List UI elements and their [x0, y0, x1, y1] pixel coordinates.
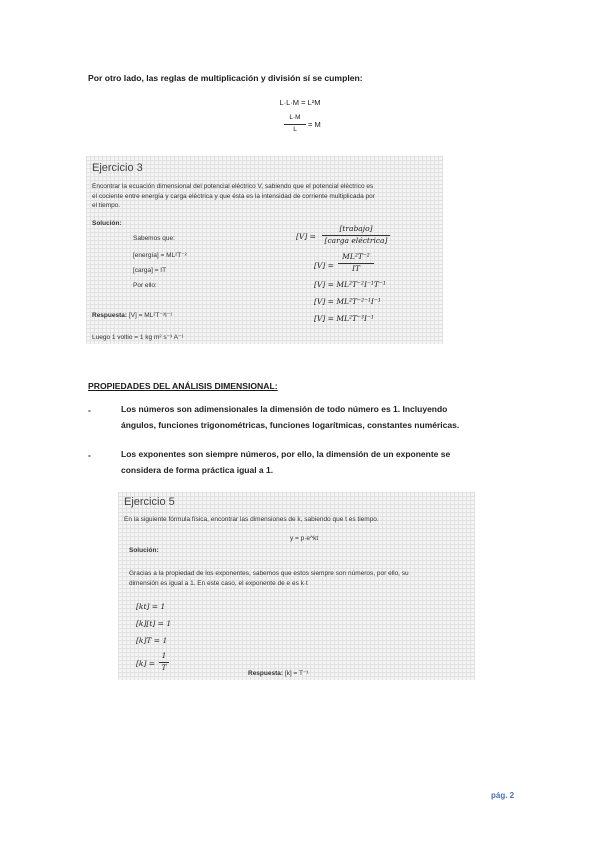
formula: y = p·e^kt [290, 535, 319, 542]
answer-value: [k] = T⁻¹ [284, 670, 309, 677]
solution-label: Solución: [92, 220, 122, 227]
eq3: [V] = ML²T⁻²I⁻¹T⁻¹ [314, 280, 386, 289]
eq4-lhs: [k] = [136, 659, 156, 668]
eq4-denominator: T [161, 663, 167, 672]
multiplication-rule: L·L·M = L²M [279, 98, 321, 107]
know-label: Sabemos que: [133, 235, 175, 242]
statement-line: Encontrar la ecuación dimensional del potencial eléctrico V, sabiendo que el potencial eléctrico es [92, 183, 374, 190]
section-title: PROPIEDADES DEL ANÁLISIS DIMENSIONAL: [88, 381, 278, 391]
eq-v-lhs: [V] = [296, 232, 316, 241]
eq-v-numerator: [trabajo] [339, 224, 373, 233]
exercise-3-panel [86, 156, 443, 344]
solution-label: Solución: [129, 547, 159, 554]
exercise-5-explanation [129, 569, 473, 588]
answer [248, 669, 309, 677]
eq3: [k]T = 1 [136, 636, 168, 645]
answer-label: Respuesta: [92, 312, 128, 319]
bullet-marker: - [88, 405, 91, 415]
volt-footer: Luego 1 voltio = 1 kg m² s⁻³ A⁻¹ [92, 334, 184, 341]
statement-line: el cociente entre energía y carga eléctrica y que ésta es la intensidad de corriente multiplicada por [92, 192, 375, 200]
bullet-text [121, 401, 521, 433]
answer-label: Respuesta: [248, 670, 284, 677]
division-numerator: L·M [289, 114, 301, 121]
charge-dimension: [carga] = IT [133, 267, 167, 274]
eq2-lhs: [V] = [314, 261, 334, 270]
explanation-line: dimensión es igual a 1. En este caso, el exponente de e es k·t [129, 579, 308, 587]
bullet-line: ángulos, funciones trigonométricas, funciones logarítmicas, constantes numéricas. [121, 420, 460, 430]
eq1: [kt] = 1 [136, 602, 166, 611]
exercise-3-title: Ejercicio 3 [92, 162, 143, 174]
eq4-numerator: 1 [161, 651, 167, 660]
eq2-denominator: IT [352, 264, 360, 273]
exercise-5-panel [118, 492, 475, 680]
eq2: [k][t] = 1 [136, 619, 172, 628]
explanation-line: Gracias a la propiedad de los exponentes, sabemos que estos siempre son números, por ello, su [129, 570, 409, 577]
energy-dimension: [energía] = ML²T⁻² [133, 252, 187, 259]
answer-value: [V] = ML²T⁻³I⁻¹ [128, 312, 173, 319]
eq5: [V] = ML²T⁻³I⁻¹ [314, 314, 374, 323]
division-result: = M [308, 120, 321, 129]
answer [92, 311, 172, 319]
exercise-5-title: Ejercicio 5 [124, 496, 175, 508]
statement-line: el tiempo. [92, 202, 121, 209]
exercise-3-statement [92, 182, 442, 211]
division-denominator: L [293, 126, 297, 133]
page-number: pág. 2 [491, 791, 515, 800]
bullet-line: Los números son adimensionales la dimensión de todo número es 1. Incluyendo [121, 404, 448, 414]
intro-text: Por otro lado, las reglas de multiplicación y división sí se cumplen: [88, 73, 363, 83]
division-rule [282, 114, 330, 138]
eq2-numerator: ML²T⁻² [342, 252, 370, 261]
exercise-5-statement: En la siguiente fórmula física, encontrar las dimensiones de k, sabiendo que t es tiempo. [124, 516, 379, 523]
bullet-line: considera de forma práctica igual a 1. [121, 465, 274, 475]
therefore-label: Por ello: [133, 282, 157, 289]
bullet-text [121, 446, 521, 478]
fraction-bar [284, 124, 306, 125]
eq-v-denominator: [carga eléctrica] [324, 236, 388, 245]
bullet-line: Los exponentes son siempre números, por ello, la dimensión de un exponente se [121, 449, 451, 459]
bullet-marker: - [88, 450, 91, 460]
eq4: [V] = ML²T⁻²⁻¹I⁻¹ [314, 297, 381, 306]
